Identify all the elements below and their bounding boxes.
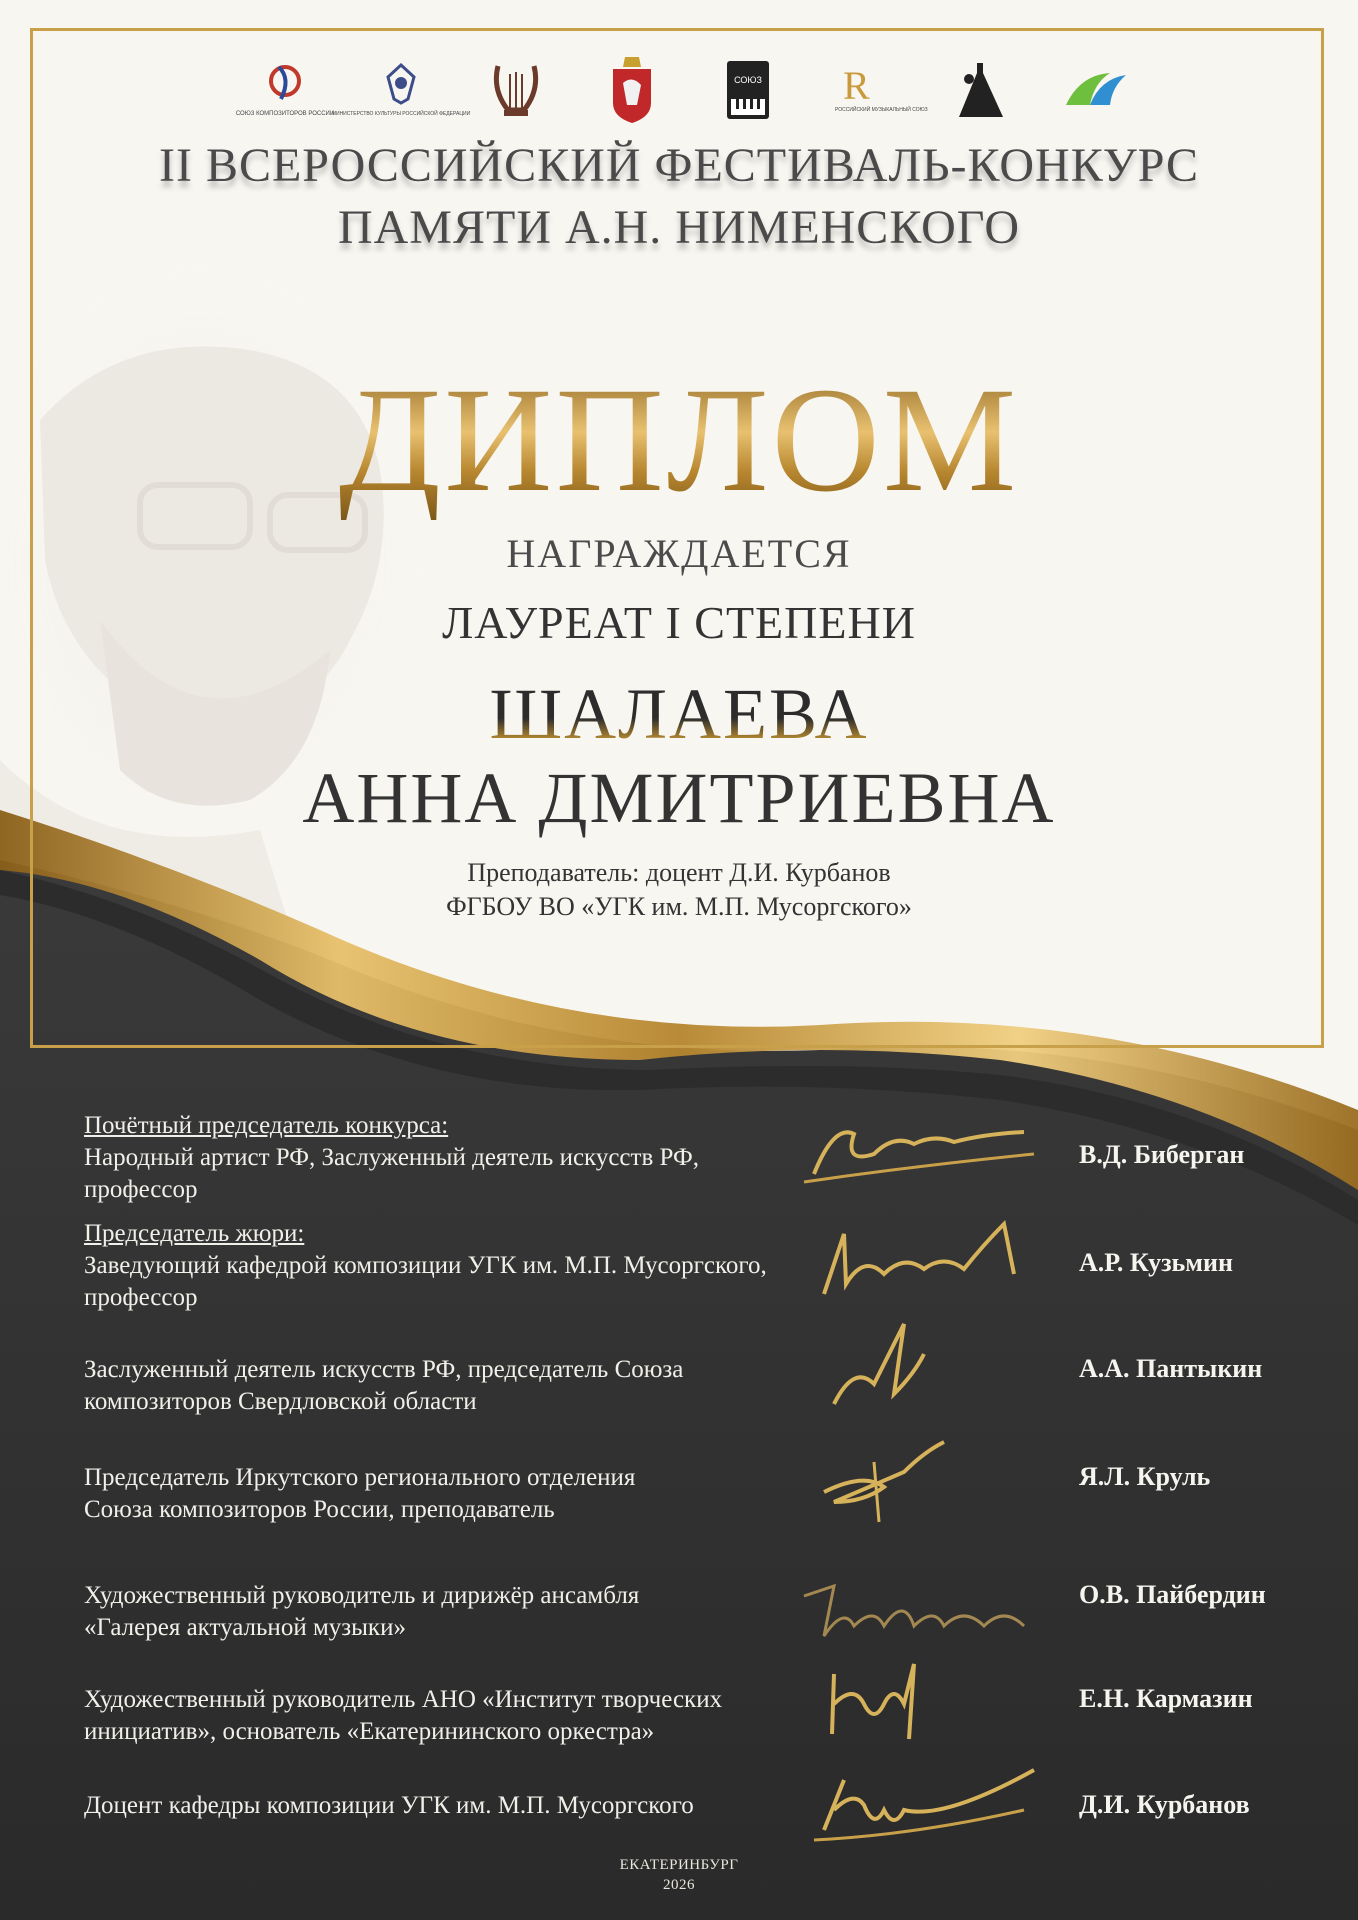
signature-image [794, 1556, 1054, 1656]
jury-name: В.Д. Биберган [1079, 1140, 1245, 1169]
jury-role-line1: Доцент кафедры композиции УГК им. М.П. Мусоргского [84, 1792, 694, 1819]
winner-given-names: АННА ДМИТРИЕВНА [302, 758, 1056, 838]
svg-text:R: R [842, 63, 870, 108]
winner-surname: ШАЛАЕВА [0, 672, 1358, 756]
jury-role-line1: Художественный руководитель и дирижёр ансамбля [84, 1582, 640, 1609]
festival-title-line2: ПАМЯТИ А.Н. НИМЕНСКОГО [337, 201, 1021, 254]
signature-image [794, 1214, 1054, 1314]
jury-role [84, 1218, 804, 1314]
jury-role-line1: Заслуженный деятель искусств РФ, председатель Союза [84, 1356, 684, 1383]
svg-text:СОЮЗ: СОЮЗ [733, 75, 762, 85]
jury-role-title: Почётный председатель конкурса: [84, 1112, 449, 1139]
signature-image [794, 1644, 1054, 1744]
piano-union-logo [713, 57, 783, 123]
jury-member [84, 1110, 1314, 1203]
jury-name: Д.И. Курбанов [1079, 1790, 1250, 1819]
jury-role [84, 1684, 804, 1748]
tower-logo [944, 57, 1014, 123]
ministry-culture-logo [331, 57, 470, 123]
jury-name: Е.Н. Кармазин [1079, 1684, 1253, 1713]
jury-role-line2: профессор [84, 1284, 198, 1311]
jury-role [84, 1580, 804, 1644]
jury-name: А.А. Пантыкин [1079, 1354, 1263, 1383]
jury-role-line2: «Галерея актуальной музыки» [84, 1614, 406, 1641]
signature-image [794, 1104, 1054, 1204]
jury-role-line1: Художественный руководитель АНО «Институт творческих [84, 1686, 723, 1713]
jury-role-line2: композиторов Свердловской области [84, 1388, 477, 1415]
signature-image [794, 1432, 1054, 1532]
jury-name: О.В. Пайбердин [1079, 1580, 1266, 1609]
jury-role-title: Председатель жюри: [84, 1220, 305, 1247]
jury-name: Я.Л. Круль [1079, 1462, 1211, 1491]
sverdlovsk-coat-of-arms-logo [597, 57, 667, 123]
jury-name: А.Р. Кузьмин [1079, 1248, 1233, 1277]
jury-role-line2: профессор [84, 1176, 198, 1203]
logo-row [235, 55, 1130, 125]
winner-name [0, 672, 1358, 840]
institution-name: ФГБОУ ВО «УГК им. М.П. Мусоргского» [446, 892, 912, 921]
laureate-degree: ЛАУРЕАТ I СТЕПЕНИ [442, 597, 916, 648]
teacher-info [0, 856, 1358, 924]
festival-title-line1: II ВСЕРОССИЙСКИЙ ФЕСТИВАЛЬ-КОНКУРС [158, 139, 1200, 192]
jury-role [84, 1354, 804, 1418]
footer-year: 2026 [663, 1877, 695, 1893]
jury-member [84, 1684, 1314, 1764]
jury-member [84, 1354, 1314, 1434]
jury-member [84, 1218, 1314, 1311]
footer-city: ЕКАТЕРИНБУРГ [619, 1857, 739, 1873]
jury-role [84, 1790, 804, 1822]
signature-image [794, 1750, 1054, 1850]
composers-union-logo [235, 57, 335, 123]
wave-logo [1060, 57, 1130, 123]
jury-role-line2: Союза композиторов России, преподаватель [84, 1496, 555, 1523]
svg-text:РОССИЙСКИЙ МУЗЫКАЛЬНЫЙ СОЮЗ: РОССИЙСКИЙ МУЗЫКАЛЬНЫЙ СОЮЗ [834, 107, 928, 113]
russian-music-union-logo [829, 57, 928, 123]
teacher-name: Преподаватель: доцент Д.И. Курбанов [467, 858, 891, 887]
footer [0, 1855, 1358, 1895]
jury-role-line2: инициатив», основатель «Екатерининского оркестра» [84, 1718, 655, 1745]
lyre-logo [481, 57, 551, 123]
svg-text:МИНИСТЕРСТВО КУЛЬТУРЫ РОССИЙСК: МИНИСТЕРСТВО КУЛЬТУРЫ РОССИЙСКОЙ ФЕДЕРАЦИИ [331, 111, 470, 117]
jury-role-line1: Народный артист РФ, Заслуженный деятель искусств РФ, [84, 1144, 699, 1171]
diploma-title: ДИПЛОМ [0, 360, 1358, 520]
jury-role-line1: Председатель Иркутского регионального отделения [84, 1464, 636, 1491]
jury-role [84, 1462, 804, 1526]
jury-role [84, 1110, 804, 1206]
jury-member [84, 1462, 1314, 1542]
signature-image [794, 1314, 1054, 1414]
awarded-label: НАГРАЖДАЕТСЯ [506, 531, 852, 576]
festival-title [0, 135, 1358, 259]
jury-role-line1: Заведующий кафедрой композиции УГК им. М.П. Мусоргского, [84, 1252, 767, 1279]
jury-member [84, 1580, 1314, 1660]
svg-text:СОЮЗ КОМПОЗИТОРОВ РОССИИ: СОЮЗ КОМПОЗИТОРОВ РОССИИ [235, 111, 335, 117]
